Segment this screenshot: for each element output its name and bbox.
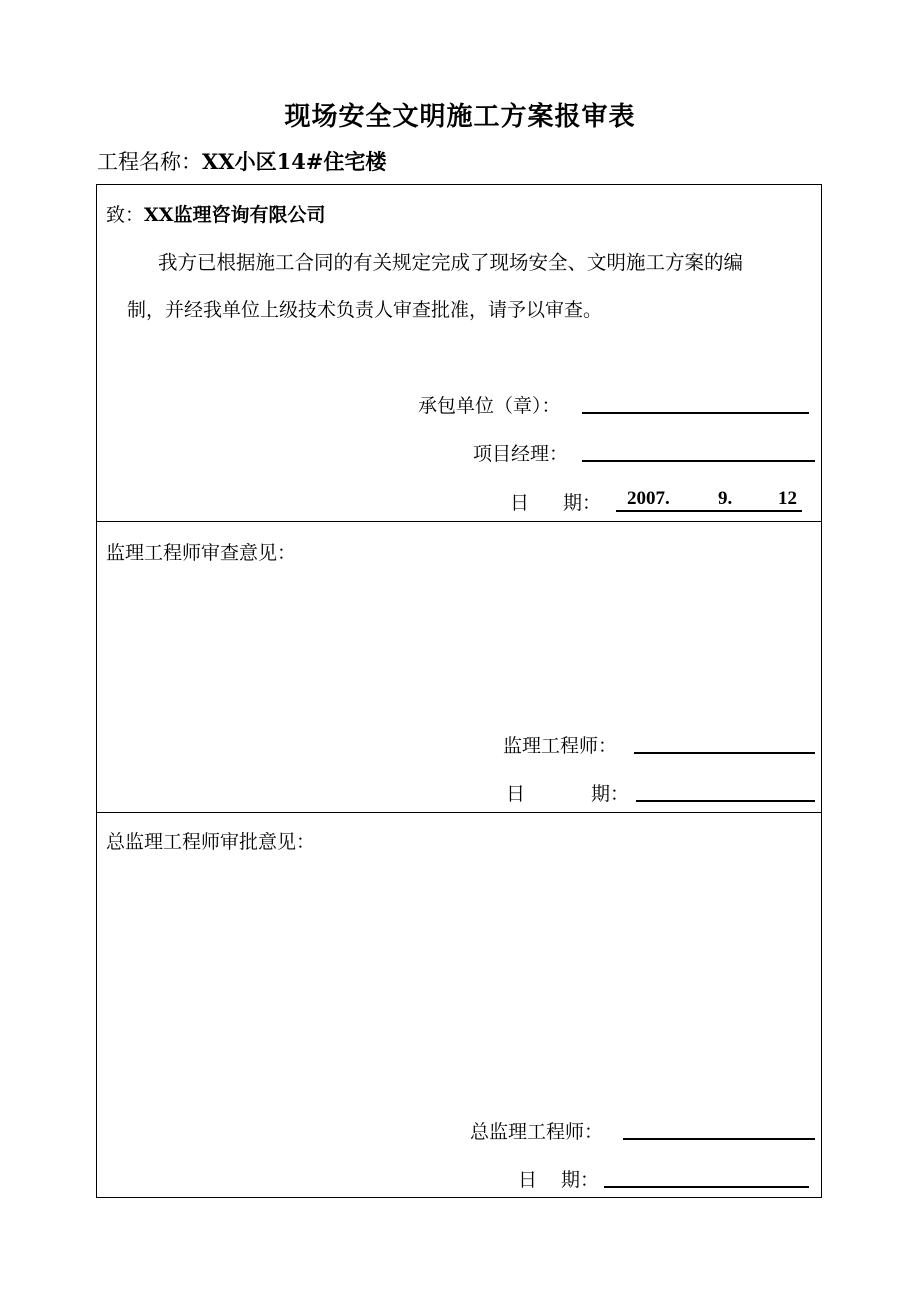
project-name: [97, 146, 386, 176]
project-label: 工程名称：: [97, 150, 202, 174]
body-text-line-2: 制，并经我单位上级技术负责人审查批准，请予以审查。: [127, 299, 603, 321]
date-month: 9.: [718, 488, 733, 509]
manager-signature-line[interactable]: [582, 460, 815, 462]
date-label-day-1: 日: [510, 492, 530, 514]
chief-engineer-signature-line[interactable]: [623, 1138, 815, 1140]
chief-engineer-approval-heading: 总监理工程师审批意见：: [106, 831, 316, 853]
chief-engineer-label: 总监理工程师：: [470, 1121, 604, 1143]
document-title: 现场安全文明施工方案报审表: [284, 102, 636, 132]
date-label-period-3: 期：: [561, 1169, 600, 1191]
date-line-1[interactable]: [616, 510, 802, 512]
contractor-signature-line[interactable]: [582, 412, 809, 414]
date-label-period-1: 期：: [563, 492, 602, 514]
date-year: 2007.: [627, 488, 670, 509]
project-value: XX小区14#住宅楼: [202, 149, 387, 174]
section-divider-2: [96, 812, 822, 813]
addressee: [106, 200, 326, 227]
section-divider-1: [96, 521, 822, 522]
body-text-line-1: 我方已根据施工合同的有关规定完成了现场安全、文明施工方案的编: [158, 251, 744, 274]
manager-label: 项目经理：: [473, 443, 569, 465]
form-frame: [96, 184, 822, 1198]
addressee-label: 致：: [106, 204, 145, 226]
engineer-signature-line[interactable]: [634, 752, 815, 754]
addressee-value: XX监理咨询有限公司: [144, 204, 326, 226]
contractor-label: 承包单位（章）：: [418, 395, 561, 417]
engineer-review-heading: 监理工程师审查意见：: [106, 542, 297, 564]
date-day: 12: [778, 488, 797, 509]
date-line-2[interactable]: [636, 800, 815, 802]
date-line-3[interactable]: [604, 1186, 809, 1188]
date-label-period-2: 期：: [591, 783, 630, 805]
date-label-day-3: 日: [518, 1169, 538, 1191]
engineer-label: 监理工程师：: [503, 735, 618, 757]
date-label-day-2: 日: [506, 783, 526, 805]
